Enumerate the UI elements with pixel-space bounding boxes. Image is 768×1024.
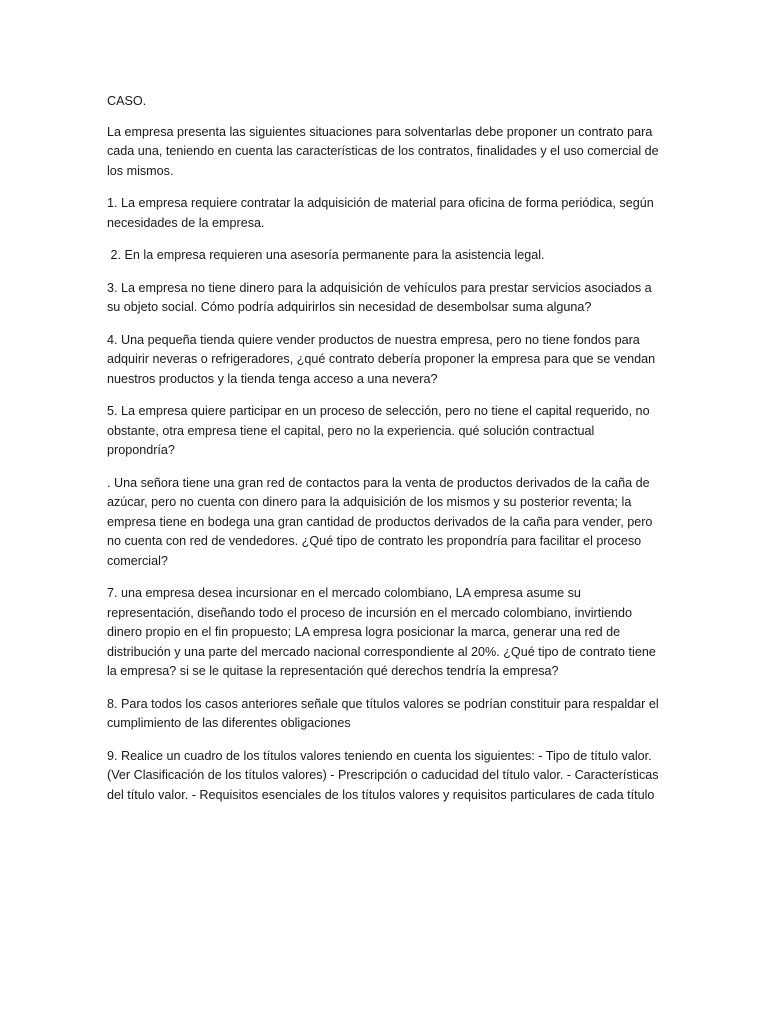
case-item-7: 7. una empresa desea incursionar en el mercado colombiano, LA empresa asume su representación, diseñando todo el proceso de incursión en el mercado colombiano, invirtiendo dinero propio en el fin propuesto; LA empresa logra posicionar la marca, generar una red de distribución y una parte del mercado nacional correspondiente al 20%. ¿Qué tipo de contrato tiene la empresa? si se le quitase la representación qué derechos tendría la empresa? — [107, 586, 656, 678]
intro-paragraph: La empresa presenta las siguientes situaciones para solventarlas debe proponer un contrato para cada una, teniendo en cuenta las características de los contratos, finalidades y el uso comercial de los mismos. — [107, 124, 659, 178]
case-item-9: 9. Realice un cuadro de los títulos valores teniendo en cuenta los siguientes: - Tipo de título valor. (Ver Clasificación de los títulos valores) - Prescripción o caducidad del título valor. - Características del título valor. - Requisitos esenciales de los títulos valores y requisitos particulares de cada título — [107, 748, 659, 802]
case-item-6: . Una señora tiene una gran red de contactos para la venta de productos derivados de la caña de azúcar, pero no cuenta con dinero para la adquisición de los mismos y su posterior reventa; la empresa tiene en bodega una gran cantidad de productos derivados de la caña para vender, pero no cuenta con red de vendedores. ¿Qué tipo de contrato les propondría para facilitar el proceso comercial? — [107, 475, 653, 568]
case-item-5: 5. La empresa quiere participar en un proceso de selección, pero no tiene el capital requerido, no obstante, otra empresa tiene el capital, pero no la experiencia. qué solución contractual propondría? — [107, 404, 650, 457]
case-item-3: 3. La empresa no tiene dinero para la adquisición de vehículos para prestar servicios asociados a su objeto social. Cómo podría adquirirlos sin necesidad de desembolsar suma alguna? — [107, 280, 652, 314]
case-item-2: 2. En la empresa requieren una asesoría permanente para la asistencia legal. — [107, 248, 545, 262]
document-body — [107, 92, 659, 818]
case-item-1: 1. La empresa requiere contratar la adquisición de material para oficina de forma periódica, según necesidades de la empresa. — [107, 196, 654, 230]
case-item-8: 8. Para todos los casos anteriores señale que títulos valores se podrían constituir para respaldar el cumplimiento de las diferentes obligaciones — [107, 696, 659, 730]
document-title: CASO. — [107, 94, 147, 108]
case-item-4: 4. Una pequeña tienda quiere vender productos de nuestra empresa, pero no tiene fondos para adquirir neveras o refrigeradores, ¿qué contrato debería proponer la empresa para que se vendan nuestros productos y la tienda tenga acceso a una nevera? — [107, 332, 656, 386]
